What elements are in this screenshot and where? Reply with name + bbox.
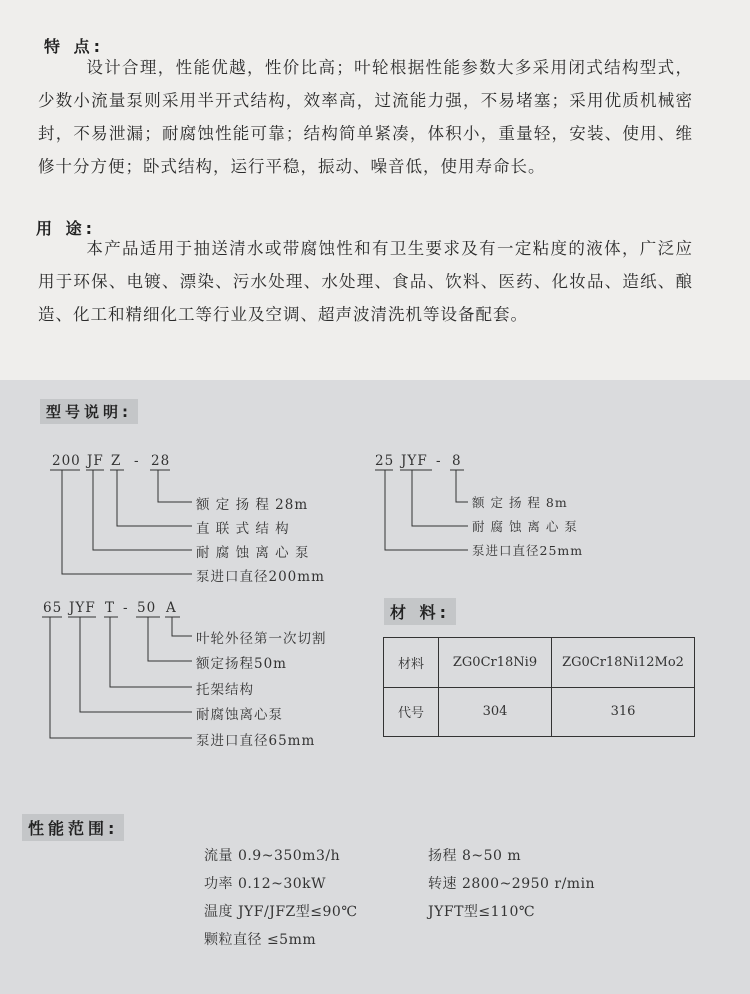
model2-label-type: 耐 腐 蚀 离 心 泵	[472, 519, 578, 534]
model2-label-head: 额 定 扬 程 8m	[472, 495, 568, 510]
perf-particle: 颗粒直径 ≤5mm	[204, 932, 317, 948]
table-cell: 代号	[384, 687, 439, 737]
model3-code-diameter: 65	[43, 600, 63, 616]
model2-code-type: JYF	[401, 453, 428, 469]
model1-code-head: 28	[151, 453, 171, 469]
features-text: 设计合理，性能优越，性价比高；叶轮根据性能参数大多采用闭式结构型式，少数小流量泵则采用半开式结构，效率高，过流能力强，不易堵塞；采用优质机械密封，不易泄漏；耐腐蚀性能可靠；结构简单紧凑，体积小，重量轻，安装、使用、维修十分方便；卧式结构，运行平稳，振动、噪音低，使用寿命长。	[38, 58, 693, 176]
materials-title: 材 料:	[384, 598, 456, 625]
model1-label-type: 耐 腐 蚀 离 心 泵	[196, 545, 310, 561]
model2-code-dash: -	[436, 453, 442, 469]
usage-title: 用 途:	[36, 219, 96, 238]
model3-code-head: 50	[137, 600, 157, 616]
model3-code-cut: A	[166, 600, 177, 616]
table-cell: 304	[439, 687, 552, 737]
model2-code-diameter: 25	[375, 453, 395, 469]
usage-text: 本产品适用于抽送清水或带腐蚀性和有卫生要求及有一定粘度的液体，广泛应用于环保、电镀、漂染、污水处理、水处理、食品、饮料、医药、化妆品、造纸、酿造、化工和精细化工等行业及空调、超声波清洗机等设备配套。	[38, 239, 693, 324]
performance-title: 性能范围:	[22, 814, 124, 841]
perf-flow: 流量 0.9~350m3/h	[204, 848, 341, 864]
table-cell: ZG0Cr18Ni12Mo2	[552, 638, 695, 688]
materials-table	[383, 637, 695, 737]
table-row	[384, 638, 695, 688]
model1-label-head: 额 定 扬 程 28m	[196, 497, 309, 513]
model3-label-head: 额定扬程50m	[196, 656, 287, 672]
perf-temp1: 温度 JYF/JFZ型≤90℃	[204, 904, 358, 920]
model3-code-type: JYF	[69, 600, 96, 616]
model1-label-diameter: 泵进口直径200mm	[196, 569, 325, 585]
model3-label-cut: 叶轮外径第一次切割	[196, 631, 327, 647]
model1-code-dash: -	[134, 453, 140, 469]
model3-code-dash: -	[123, 600, 129, 616]
model1-code-structure: Z	[111, 453, 122, 469]
model3-code-bracket: T	[105, 600, 116, 616]
model2-label-diameter: 泵进口直径25mm	[472, 543, 584, 558]
table-cell: 316	[552, 687, 695, 737]
perf-speed: 转速 2800~2950 r/min	[428, 876, 596, 892]
table-row	[384, 687, 695, 737]
model3-label-type: 耐腐蚀离心泵	[196, 707, 283, 723]
model3-label-bracket: 托架结构	[196, 682, 254, 698]
model1-code-diameter: 200	[52, 453, 81, 469]
table-cell: 材料	[384, 638, 439, 688]
model1-code-type: JF	[87, 453, 104, 469]
perf-temp2: JYFT型≤110℃	[428, 904, 536, 920]
perf-power: 功率 0.12~30kW	[204, 876, 327, 892]
perf-head: 扬程 8~50 m	[428, 848, 522, 864]
model2-code-head: 8	[452, 453, 462, 469]
features-title: 特 点:	[44, 37, 104, 56]
model-title: 型号说明:	[40, 399, 138, 424]
table-cell: ZG0Cr18Ni9	[439, 638, 552, 688]
model1-label-structure: 直 联 式 结 构	[196, 521, 290, 537]
model3-label-diameter: 泵进口直径65mm	[196, 733, 316, 749]
